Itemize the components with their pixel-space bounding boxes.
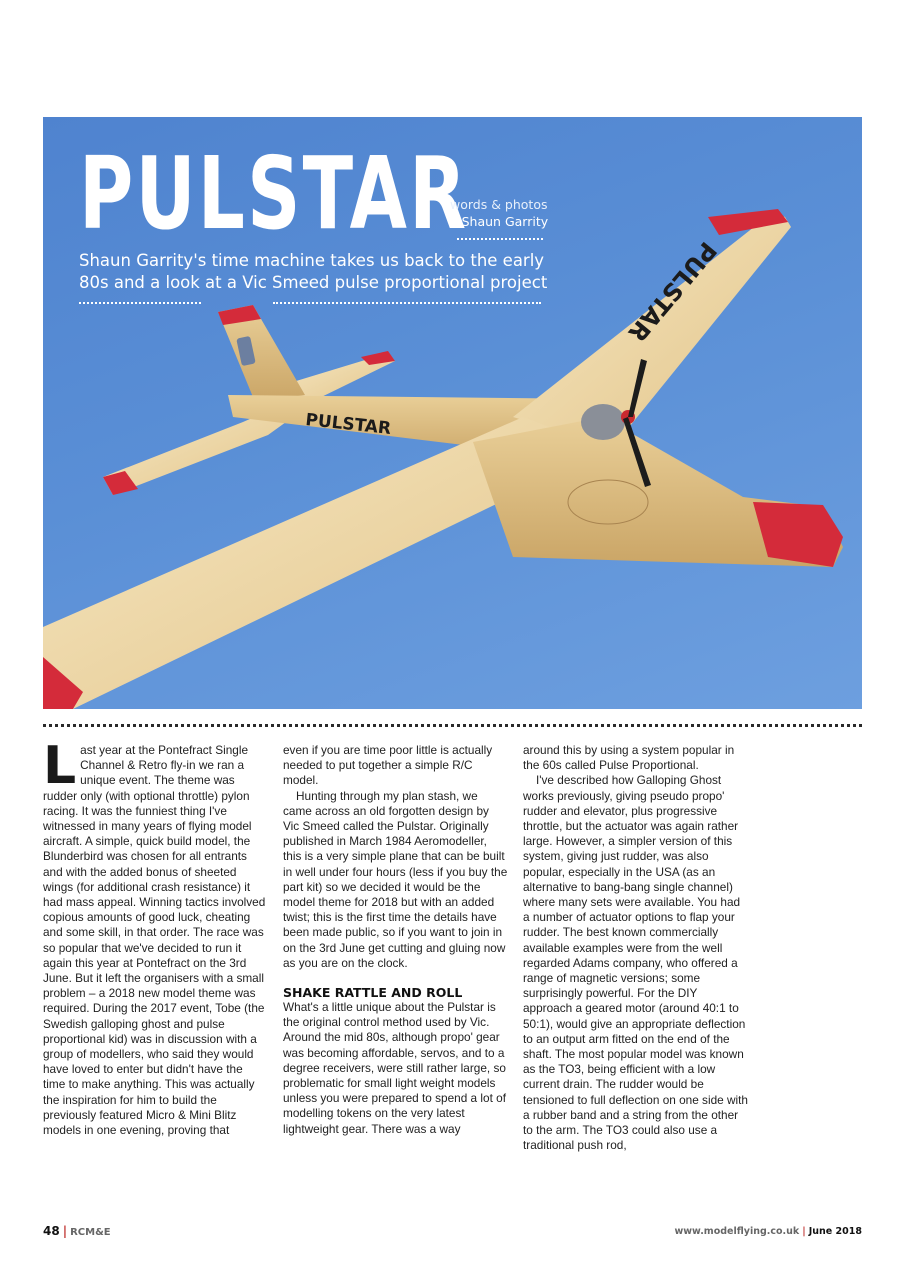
paragraph: even if you are time poor little is actually needed to put together a simple R/C model. bbox=[283, 743, 493, 788]
paragraph: around this by using a system popular in the 60s called Pulse Proportional. bbox=[523, 743, 735, 773]
section-heading: SHAKE RATTLE AND ROLL bbox=[283, 985, 463, 1001]
standfirst-line-1: Shaun Garrity's time machine takes us back to the early bbox=[79, 251, 545, 270]
magazine-name: RCM&E bbox=[70, 1227, 111, 1238]
author-name: » Shaun Garrity bbox=[450, 214, 549, 229]
footer-separator: | bbox=[62, 1224, 68, 1238]
hero-photo bbox=[43, 117, 862, 709]
text-column-1 bbox=[43, 736, 268, 1138]
paragraph: I've described how Galloping Ghost works previously, giving pseudo propo' rudder and elevator, plus progressive throttle, but the actuator was again rather large. However, a simpler version of this system, giving just rudder, was also popular, especially in the USA (as an alternative to bang-bang single channel) where many sets were available. You had a number of actuator options to flap your rudder. The best known commercially available examples were from the well regarded Adams company, who offered a range of magnetic versions; some surprisingly powerful. For the DIY approach a geared motor (around 40:1 to 50:1), would give an appropriate deflection to an output arm fitted on the end of the shaft. The most popular model was known as the TO3, being efficient with a low current drain. The rudder would be tensioned to full deflection on one side with a rubber band and a string from the other to the arm. The TO3 could also use a traditional push rod, bbox=[523, 773, 748, 1153]
text-column-2 bbox=[283, 743, 508, 1137]
footer-left bbox=[43, 1223, 111, 1241]
footer-separator-right: | bbox=[802, 1226, 806, 1237]
paragraph: Hunting through my plan stash, we came across an old forgotten design by Vic Smeed called the Pulstar. Originally published in March 1984 Aeromodeller, this is a very simple plane that can be built in well under four hours (less if you buy the part kit) so we decided it would be the model theme for 2018 but with an added twist; this is the first time the details have been made public, so if you want to join in on the 3rd June get cutting and gluing now as you are on the clock. bbox=[283, 788, 508, 970]
drop-cap: L bbox=[43, 736, 77, 796]
paragraph: Last year at the Pontefract Single Channel & Retro fly-in we ran a unique event. The theme was rudder only (with optional throttle) pylon racing. It was the funniest thing I've witnessed in many years of flying model aircraft. A simple, quick build model, the Blunderbird was chosen for all entrants and with the added bonus of sheeted wings (for additional crash resistance) it had mass appeal. Winning tactics involved copious amounts of good luck, cheating and some skill, in that order. The race was so popular that we've decided to run it again this year at Pontefract on the 3rd June. But it left the organisers with a small problem – a 2018 new model theme was required. During the 2017 event, Tobe (the Swedish galloping ghost and pulse proportional kid) was in discussion with a group of modellers, who said they would have loved to enter but didn't have the time to make anything. This was actually the inspiration for him to build the previously featured Micro & Mini Blitz models in one evening, proving that bbox=[43, 736, 266, 1138]
byline bbox=[450, 196, 562, 230]
byline-dotted-rule bbox=[457, 238, 543, 240]
standfirst-dotted-rule-left bbox=[79, 302, 201, 304]
credit-label: words & photos bbox=[450, 197, 548, 212]
wing-center-section bbox=[473, 417, 843, 567]
fin bbox=[218, 305, 305, 402]
paragraph: What's a little unique about the Pulstar is the original control method used by Vic. Around the mid 80s, although propo' gear was becoming affordable, servos, and to a degree receivers, were still rather large, so problematic for small light weight models unless you were prepared to spend a lot of modelling tokens on the very latest lightweight gear. There was a way bbox=[283, 1000, 506, 1136]
right-wing bbox=[513, 209, 791, 447]
text-column-3 bbox=[523, 743, 748, 1153]
section-divider bbox=[43, 724, 862, 727]
standfirst-line-2: 80s and a look at a Vic Smeed pulse proportional project bbox=[79, 273, 548, 292]
wing-lettering: PULSTAR bbox=[622, 236, 722, 348]
standfirst-dotted-rule-right bbox=[273, 302, 541, 304]
standfirst bbox=[79, 250, 559, 294]
fuselage-lettering: PULSTAR bbox=[304, 410, 392, 439]
website-link[interactable]: www.modelflying.co.uk bbox=[674, 1226, 800, 1237]
footer-right bbox=[674, 1225, 862, 1239]
article-title: PULSTAR bbox=[79, 135, 469, 252]
page-number: 48 bbox=[43, 1224, 60, 1238]
issue-date: June 2018 bbox=[808, 1226, 862, 1237]
